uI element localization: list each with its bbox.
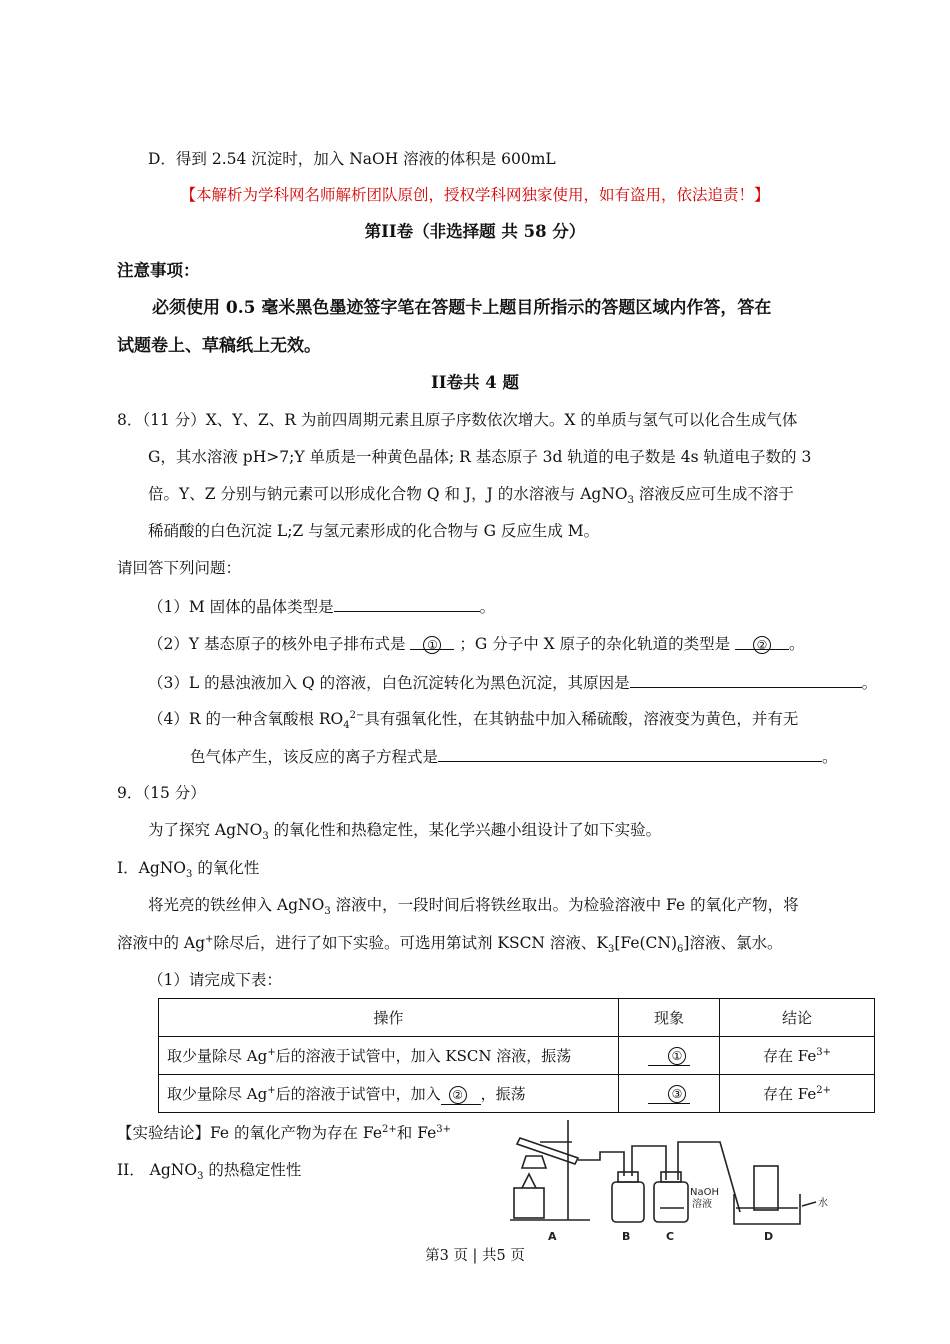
bottle-b (612, 1182, 644, 1222)
q8-line-4: 稀硝酸的白色沉淀 L;Z 与氢元素形成的化合物与 G 反应生成 M。 (148, 522, 600, 540)
apparatus-diagram (500, 1116, 840, 1244)
section-title: 第II卷（非选择题 共 58 分） (364, 222, 586, 241)
solution-label: 溶液 (692, 1199, 712, 1210)
header-operation: 操作 (159, 999, 619, 1037)
table-row (159, 1075, 875, 1113)
q9-head: 9．（15 分） (117, 784, 206, 802)
q9-intro: 为了探究 AgNO$_3$ 的氧化性和热稳定性，某化学兴趣小组设计了如下实验。 (148, 821, 662, 843)
copyright-notice: 【本解析为学科网名师解析团队原创，授权学科网独家使用，如有盗用，依法追责！】 (180, 186, 770, 204)
q8-sub-4-cont: 色气体产生，该反应的离子方程式是 。 (190, 745, 838, 768)
experiment-table (158, 998, 875, 1113)
answer-blank[interactable] (334, 595, 480, 612)
row1-operation: 取少量除尽 Ag+后的溶液于试管中，加入 KSCN 溶液，振荡 (159, 1037, 619, 1075)
bottle-c (654, 1182, 688, 1222)
page-footer: 第3 页 | 共5 页 (425, 1248, 525, 1264)
option-d: D．得到 2.54 沉淀时，加入 NaOH 溶液的体积是 600mL (148, 150, 556, 168)
q8-sub-4: （4）R 的一种含氧酸根 $RO_4^{2-}$具有强氧化性，在其钠盐中加入稀硫酸，溶液变为黄色，并有无 (148, 709, 799, 732)
row2-conclusion: 存在 $Fe^{2+}$ (720, 1075, 875, 1113)
q9-text-2: 溶液中的 Ag+除尽后，进行了如下实验。可选用第试剂 KSCN 溶液、$K_3[Fe(CN)_6]$溶液、氯水。 (117, 933, 783, 956)
notes-line-1: 必须使用 0.5 毫米黑色墨迹签字笔在答题卡上题目所指示的答题区域内作答，答在 (152, 298, 772, 318)
q8-sub-1: （1）M 固体的晶体类型是 。 (148, 595, 495, 618)
answer-blank-2[interactable]: ② (441, 1085, 481, 1105)
q8-line-3: 倍。Y、Z 分别与钠元素可以形成化合物 Q 和 J，J 的水溶液与 AgNO$_3$ 溶液反应可生成不溶于 (148, 485, 794, 507)
q8-line-1: 8．（11 分）X、Y、Z、R 为前四周期元素且原子序数依次增大。X 的单质与氢气可以化合生成气体 (117, 411, 798, 429)
header-conclusion: 结论 (720, 999, 875, 1037)
bottle-b-neck (618, 1172, 638, 1182)
row2-operation: 取少量除尽 Ag+后的溶液于试管中，加入 ② ，振荡 (159, 1075, 619, 1113)
q8-sub-2: （2）Y 基态原子的核外电子排布式是 ① ；G 分子中 X 原子的杂化轨道的类型是 ② 。 (148, 635, 805, 653)
alcohol-lamp (514, 1188, 544, 1218)
answer-blank[interactable] (438, 745, 822, 762)
flask-neck (522, 1156, 546, 1168)
row1-phenomenon[interactable]: ① (619, 1037, 720, 1075)
water-trough (734, 1194, 800, 1224)
water-label: 水 (818, 1198, 828, 1209)
notes-heading: 注意事项： (117, 261, 200, 280)
answer-blank-1[interactable]: ① (410, 633, 454, 650)
row1-conclusion: 存在 $Fe^{3+}$ (720, 1037, 875, 1075)
answer-blank[interactable] (630, 671, 862, 688)
q8-line-2: G，其水溶液 pH>7;Y 单质是一种黄色晶体; R 基态原子 3d 轨道的电子数是 4s 轨道电子数的 3 (148, 448, 812, 466)
q9-sub-1: （1）请完成下表： (148, 971, 282, 989)
part-title: II卷共 4 题 (431, 373, 519, 392)
tube-ab (578, 1152, 624, 1176)
collecting-bottle (754, 1166, 778, 1210)
header-phenomenon: 现象 (619, 999, 720, 1037)
q9-text-1: 将光亮的铁丝伸入 AgNO$_3$ 溶液中，一段时间后将铁丝取出。为检验溶液中 Fe 的氧化产物，将 (148, 896, 799, 918)
q9-part-1: I．AgNO$_3$ 的氧化性 (117, 859, 260, 881)
water-pointer (802, 1202, 816, 1206)
label-a: A (548, 1230, 557, 1243)
notes-line-2: 试题卷上、草稿纸上无效。 (117, 336, 321, 356)
experiment-conclusion: 【实验结论】Fe 的氧化产物为存在 $Fe^{2+}$和 $Fe^{3+}$ (117, 1123, 452, 1142)
label-d: D (764, 1230, 774, 1243)
label-b: B (622, 1230, 631, 1243)
flame (522, 1174, 536, 1188)
label-c: C (666, 1230, 675, 1243)
answer-blank-2[interactable]: ② (735, 633, 789, 650)
table-row (159, 1037, 875, 1075)
table-header-row (159, 999, 875, 1037)
q8-sub-3: （3）L 的悬浊液加入 Q 的溶液，白色沉淀转化为黑色沉淀，其原因是 。 (148, 671, 877, 694)
q9-part-2: II． AgNO$_3$ 的热稳定性性 (117, 1161, 302, 1183)
q8-ask: 请回答下列问题： (117, 559, 242, 577)
row2-phenomenon[interactable]: ③ (619, 1075, 720, 1113)
naoh-label: NaOH (690, 1187, 719, 1198)
